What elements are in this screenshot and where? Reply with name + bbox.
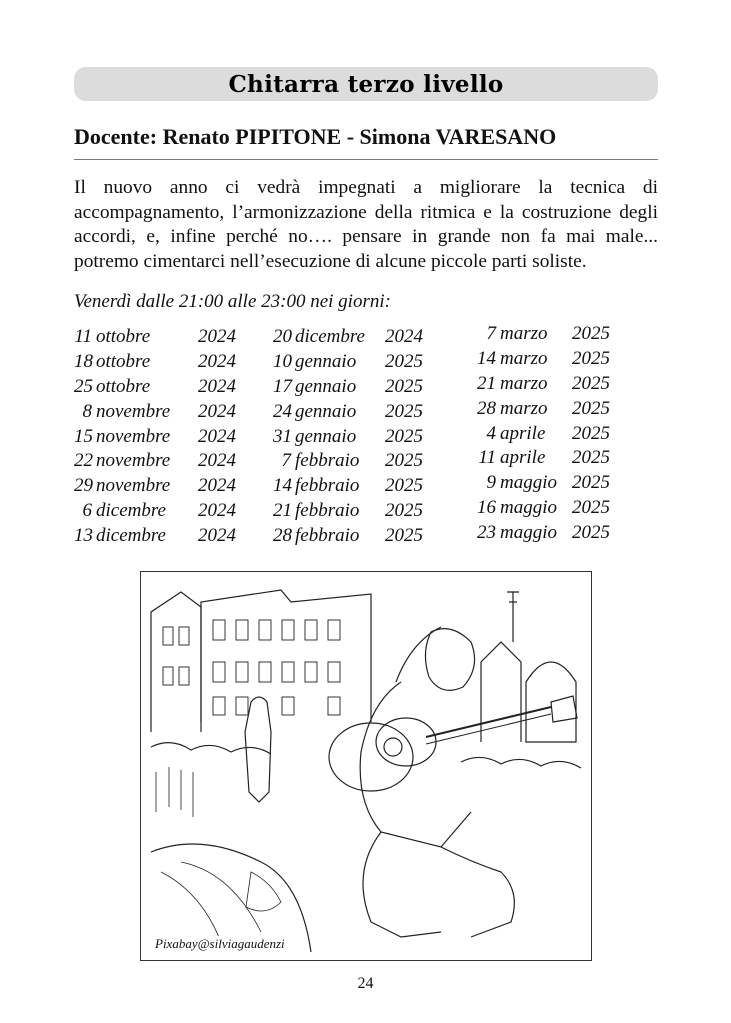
date-row	[74, 449, 236, 474]
page-number: 24	[357, 975, 374, 992]
date-day: 21	[477, 372, 496, 394]
date-year: 2025	[385, 524, 423, 546]
date-day: 16	[477, 496, 496, 518]
date-day: 22	[74, 450, 93, 472]
date-month: ottobre	[96, 351, 151, 373]
date-row	[273, 449, 423, 474]
date-month: aprile	[500, 422, 546, 444]
date-month: maggio	[500, 472, 557, 494]
date-day: 7	[281, 450, 291, 472]
date-year: 2025	[572, 397, 610, 419]
date-year: 2025	[385, 475, 423, 497]
date-year: 2024	[198, 524, 236, 546]
date-month: gennaio	[295, 375, 357, 397]
date-day: 14	[477, 348, 496, 370]
date-day: 28	[477, 397, 496, 419]
date-year: 2025	[385, 499, 423, 521]
date-year: 2025	[385, 450, 423, 472]
date-month: ottobre	[96, 326, 151, 348]
date-row	[74, 523, 236, 548]
date-month: marzo	[500, 323, 548, 345]
date-year: 2025	[572, 323, 610, 345]
date-month: ottobre	[96, 375, 151, 397]
date-year: 2025	[385, 351, 423, 373]
date-month: dicembre	[96, 499, 166, 521]
date-year: 2024	[198, 499, 236, 521]
date-day: 4	[486, 422, 496, 444]
date-row	[74, 424, 236, 449]
date-row	[273, 375, 423, 400]
date-day: 13	[74, 524, 93, 546]
date-month: gennaio	[295, 400, 357, 422]
date-day: 23	[477, 521, 496, 543]
date-day: 28	[273, 524, 292, 546]
date-year: 2025	[572, 496, 610, 518]
date-day: 20	[273, 326, 292, 348]
date-day: 6	[82, 499, 92, 521]
date-row	[273, 424, 423, 449]
date-row	[466, 347, 610, 372]
date-year: 2025	[385, 375, 423, 397]
guitarist-drawing	[141, 572, 591, 960]
date-row	[273, 523, 423, 548]
date-row	[466, 520, 610, 545]
date-row	[74, 325, 236, 350]
date-month: marzo	[500, 348, 548, 370]
date-month: maggio	[500, 521, 557, 543]
date-day: 15	[74, 425, 93, 447]
divider	[74, 159, 658, 160]
date-month: novembre	[96, 425, 171, 447]
date-year: 2025	[385, 425, 423, 447]
date-day: 25	[74, 375, 93, 397]
date-row	[273, 499, 423, 524]
date-day: 14	[273, 475, 292, 497]
date-month: novembre	[96, 400, 171, 422]
date-month: febbraio	[295, 475, 360, 497]
date-day: 8	[82, 400, 92, 422]
dates-column-3	[466, 322, 610, 545]
date-day: 11	[74, 326, 92, 348]
date-row	[74, 499, 236, 524]
teacher-line: Docente: Renato PIPITONE - Simona VARESANO	[74, 124, 557, 149]
date-row	[466, 421, 610, 446]
date-day: 29	[74, 475, 93, 497]
date-month: dicembre	[295, 326, 365, 348]
date-row	[466, 496, 610, 521]
image-credit: Pixabay@silviagaudenzi	[155, 936, 285, 951]
date-row	[273, 350, 423, 375]
date-year: 2024	[198, 475, 236, 497]
date-day: 24	[273, 400, 292, 422]
date-row	[74, 474, 236, 499]
date-month: marzo	[500, 372, 548, 394]
date-row	[74, 350, 236, 375]
date-year: 2024	[198, 450, 236, 472]
date-row	[466, 446, 610, 471]
date-day: 9	[486, 472, 496, 494]
date-month: maggio	[500, 496, 557, 518]
date-row	[74, 375, 236, 400]
date-row	[466, 372, 610, 397]
date-month: febbraio	[295, 524, 360, 546]
date-year: 2025	[572, 521, 610, 543]
date-row	[466, 396, 610, 421]
date-month: dicembre	[96, 524, 166, 546]
guitarist-illustration	[140, 571, 592, 961]
date-year: 2025	[572, 447, 610, 469]
date-year: 2024	[198, 326, 236, 348]
date-month: aprile	[500, 447, 546, 469]
intro-paragraph: Il nuovo anno ci vedrà impegnati a migliorare la tecnica di accompagnamento, l’armonizzazione della ritmica e la costruzione degli accordi, e, infine perché no…. pensare in grande non fa mai male... potremo cimentarci nell’esecuzione di alcune piccole parti soliste.	[74, 177, 658, 272]
date-row	[466, 471, 610, 496]
date-month: marzo	[500, 397, 548, 419]
date-day: 10	[273, 351, 292, 373]
date-year: 2024	[198, 351, 236, 373]
date-day: 21	[273, 499, 292, 521]
date-row	[273, 399, 423, 424]
date-year: 2025	[572, 472, 610, 494]
date-year: 2024	[385, 326, 423, 348]
date-year: 2025	[385, 400, 423, 422]
date-month: gennaio	[295, 351, 357, 373]
date-month: febbraio	[295, 450, 360, 472]
date-day: 7	[486, 323, 496, 345]
date-month: novembre	[96, 475, 171, 497]
date-row	[74, 399, 236, 424]
dates-column-1	[74, 325, 236, 548]
date-year: 2024	[198, 375, 236, 397]
date-day: 11	[478, 447, 496, 469]
schedule-caption: Venerdì dalle 21:00 alle 23:00 nei giorni:	[74, 291, 391, 312]
date-row	[273, 325, 423, 350]
date-year: 2024	[198, 425, 236, 447]
date-day: 31	[273, 425, 292, 447]
date-year: 2025	[572, 372, 610, 394]
date-day: 17	[273, 375, 292, 397]
page-title: Chitarra terzo livello	[228, 70, 504, 98]
date-month: febbraio	[295, 499, 360, 521]
date-year: 2025	[572, 348, 610, 370]
dates-column-2	[273, 325, 423, 548]
title-banner	[74, 67, 658, 101]
date-month: novembre	[96, 450, 171, 472]
date-row	[273, 474, 423, 499]
date-year: 2025	[572, 422, 610, 444]
date-row	[466, 322, 610, 347]
date-month: gennaio	[295, 425, 357, 447]
date-year: 2024	[198, 400, 236, 422]
date-day: 18	[74, 351, 93, 373]
